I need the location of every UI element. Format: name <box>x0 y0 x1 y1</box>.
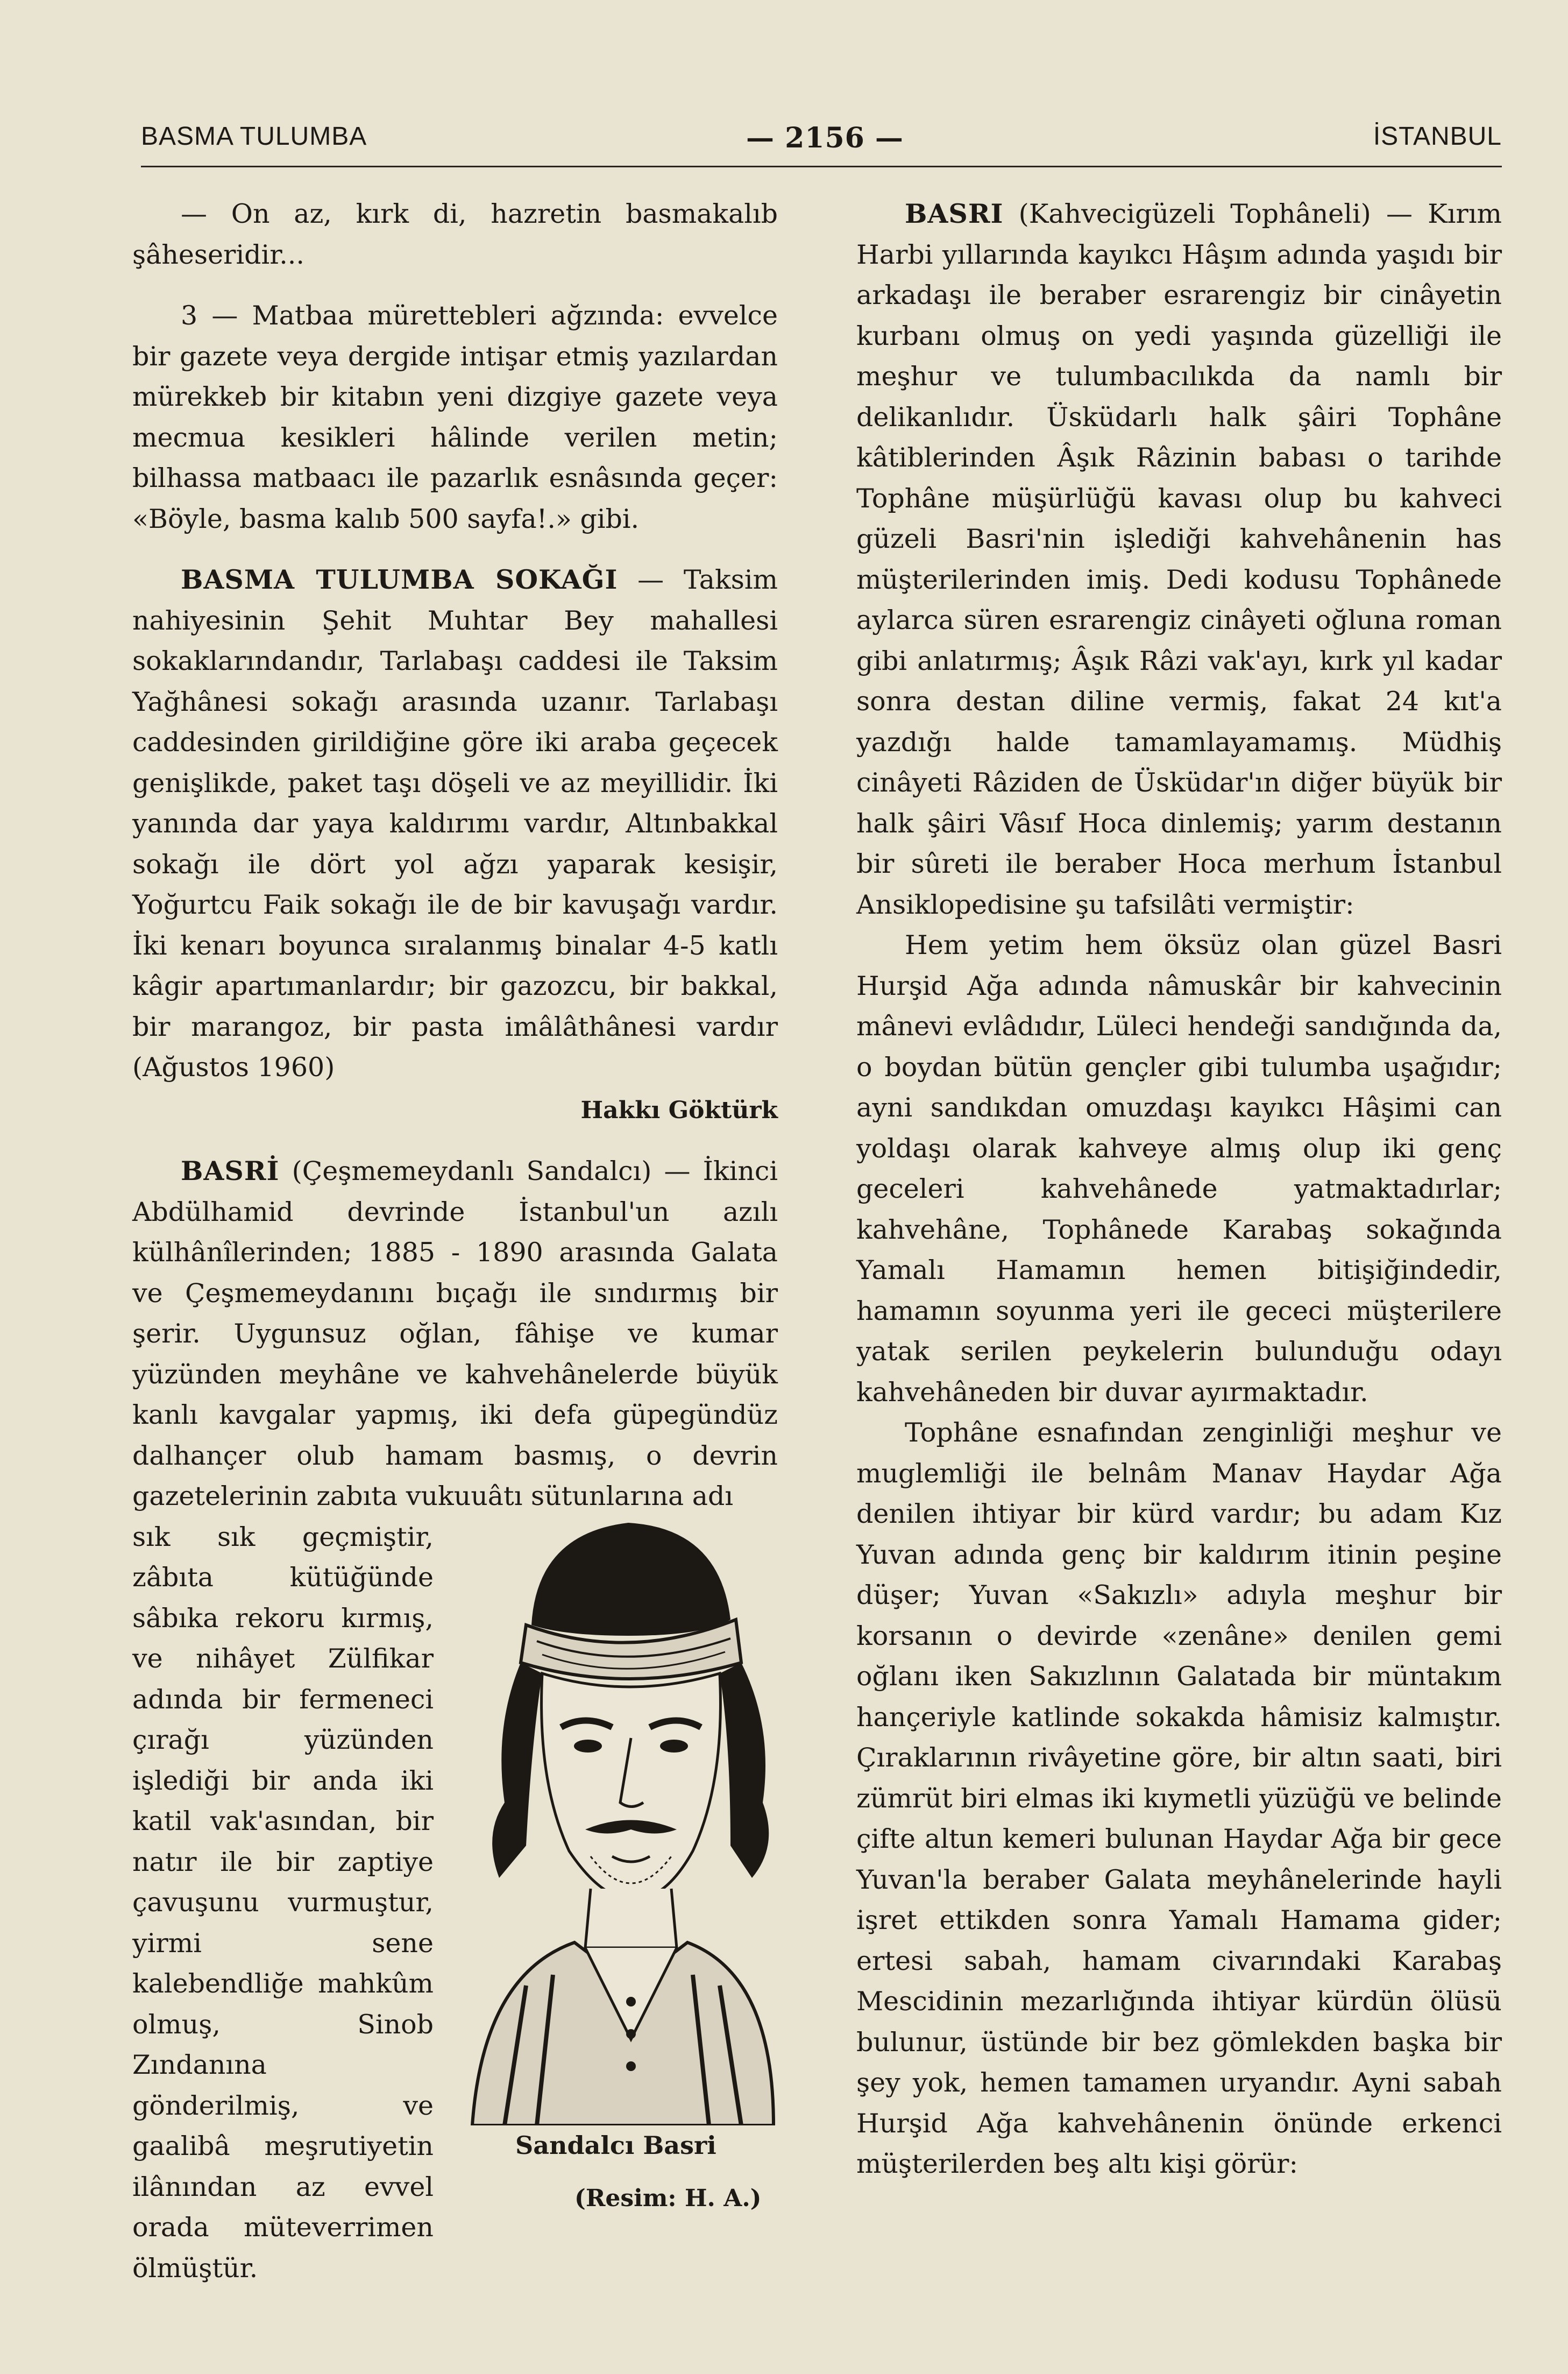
paragraph-continuation: — On az, kırk di, hazretin basmakalıb şâheseridir... <box>132 199 778 270</box>
portrait-illustration <box>451 1501 780 2125</box>
entry-body: (Kahvecigüzeli Tophâneli) — Kırım Harbi yıllarında kayıkcı Hâşım adında yaşıdı bir arkadaşı ile beraber esrarengiz bir cinâyetin kurbanı olmuş on yedi yaşında güzelliği ile meşhur ve tulumbacılıkda da namlı bir delikanlıdır. Üsküdarlı halk şâiri Tophâne kâtiblerinden Âşık Râzinin babası o tarihde Tophâne müşürlüğü kavası olup bu kahveci güzeli Basri'nin işlediği kahvehânenin has müşterilerinden imiş. Dedi kodusu Tophânede aylarca süren esrarengiz cinâyeti oğluna roman gibi anlatırmış; Âşık Râzi vak'ayı, kırk yıl kadar sonra destan diline vermiş, fakat 24 kıt'a yazdığı halde tamamlayamamış. Müdhiş cinâyeti Râziden de Üsküdar'ın diğer büyük bir halk şâiri Vâsıf Hoca dinlemiş; yarım destanın bir sûreti ile beraber Hoca merhum İstanbul Ansiklopedisine şu tafsilâti vermiştir: <box>856 199 1502 920</box>
entry-basri-kahvecigüzeli <box>856 194 1502 925</box>
entry-heading: BASRI <box>905 198 1004 229</box>
right-column <box>856 194 1502 2185</box>
entry-basri-sandalci <box>132 1151 778 1517</box>
paragraph-tophane-esnafindan: Tophâne esnafından zenginliği meşhur ve muglemliği ile belnâm Manav Haydar Ağa denilen ihtiyar bir kürd vardır; bu adam Kız Yuvan adında genç bir kaldırım itinin peşine düşer; Yuvan «Sakızlı» adıyla meşhur bir korsanın o devirde «zenâne» denilen gemi oğlanı iken Sakızlının Galatada bir müntakım hançeriyle katlinde sokakda hâmisiz kalmıştır. Çıraklarının rivâyetine göre, bir altın saati, biri zümrüt biri elmas iki kıymetli yüzüğü ve belinde çifte altun kemeri bulunan Haydar Ağa bir gece Yuvan'la beraber Galata meyhânelerinde hayli işret ettikden sonra Yamalı Hamama gider; ertesi sabah, hamam civarındaki Karabaş Mescidinin mezarlığında ihtiyar kürdün ölüsü bulunur, üstünde bir bez gömlekden başka bir şey yok, hemen tamamen uryandır. Ayni sabah Hurşid Ağa kahvehânenin önünde erkenci müşterilerden beş altı kişi görür: <box>856 1417 1502 2179</box>
author-signature: Hakkı Göktürk <box>580 1096 778 1124</box>
header-right-title: İSTANBUL <box>1373 122 1502 151</box>
portrait-figure <box>451 1501 780 2233</box>
figure-credit: (Resim: H. A.) <box>574 2185 762 2212</box>
paragraph-definition-3: 3 — Matbaa mürettebleri ağzında: evvelce bir gazete veya dergide intişar etmiş yazılardan mürekkeb bir kitabın yeni dizgiye gazete veya mecmua kesikleri hâlinde verilen metin; bilhassa matbaacı ile pazarlık esnâsında geçer: «Böyle, basma kalıb 500 sayfa!.» gibi. <box>132 300 778 534</box>
entry-body: — Taksim nahiyesinin Şehit Muhtar Bey mahallesi sokaklarındandır, Tarlabaşı caddesi ile Taksim Yağhânesi sokağı arasında uzanır. Tarlabaşı caddesinden girildiğine göre iki araba geçecek genişlikde, paket taşı döşeli ve az meyillidir. İki yanında dar yaya kaldırımı vardır, Altınbakkal sokağı ile dört yol ağzı yaparak kesişir, Yoğurtcu Faik sokağı ile de bir kavuşağı vardır. İki kenarı boyunca sıralanmış binalar 4-5 katlı kâgir apartımanlardır; bir gazozcu, bir bakkal, bir marangoz, bir pasta imâlâthânesi vardır (Ağustos 1960) <box>132 564 778 1083</box>
entry-basma-tulumba-sokagi <box>132 560 778 1088</box>
page-number: — 2156 — <box>746 122 904 154</box>
running-header <box>141 122 1502 170</box>
entry-body: (Çeşmemeydanlı Sandalcı) — İkinci Abdülhamid devrinde İstanbul'un azılı külhânîlerinden; 1885 - 1890 arasında Galata ve Çeşmemeydanını bıçağı ile sındırmış bir şerir. Uygunsuz oğlan, fâhişe ve kumar yüzünden meyhâne ve kahvehânelerde büyük kanlı kavgalar yapmış, iki defa güpegündüz dalhançer olub hamam basmış, o devrin gazetelerinin zabıta vukuuâtı sütunlarına adı <box>132 1156 778 1511</box>
paragraph-hem-yetim: Hem yetim hem öksüz olan güzel Basri Hurşid Ağa adında nâmuskâr bir kahvecinin mânevi evlâdıdır, Lüleci hendeği sandığında da, o boydan bütün gençler gibi tulumba uşağıdır; ayni sandıkdan omuzdaşı kayıkcı Hâşimi can yoldaşı olarak kahveye almış olup iki genç geceleri kahvehânede yatmaktadırlar; kahvehâne, Tophânede Karabaş sokağında Yamalı Hamamın hemen bitişiğindedir, hamamın soyunma yeri ile gececi müşterilere yatak serilen peykelerin bulunduğu odayı kahvehâneden bir duvar ayırmaktadır. <box>856 930 1502 1408</box>
header-rule <box>141 166 1502 167</box>
header-left-title: BASMA TULUMBA <box>141 122 367 151</box>
entry-basri-sandalci-continued: sık sık geçmiştir, zâbıta kütüğünde sâbıka rekoru kırmış, ve nihâyet Zülfikar adında bir fermeneci çırağı yüzünden işlediği bir anda iki katil vak'asından, bir natır ile bir zaptiye çavuşunu vurmuştur, yirmi sene kalebendliğe mahkûm olmuş, Sinob Zındanına gönderilmiş, ve gaalibâ meşrutiyetin ilânından az evvel orada müteverrimen ölmüştür. <box>132 1521 434 2284</box>
entry-heading: BASRİ <box>181 1155 280 1186</box>
figure-caption: Sandalcı Basri <box>515 2131 716 2160</box>
entry-heading: BASMA TULUMBA SOKAĞI <box>181 564 618 595</box>
